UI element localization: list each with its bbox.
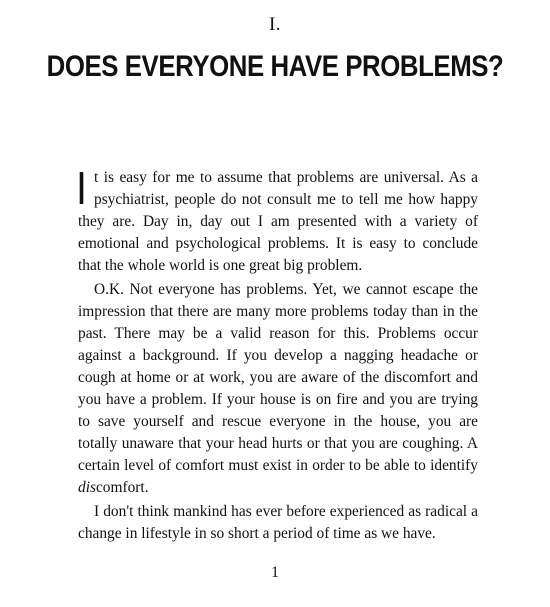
paragraph-3 <box>78 501 478 545</box>
paragraph-2 <box>78 279 478 499</box>
chapter-number: I. <box>268 14 282 35</box>
page-number: 1 <box>271 564 279 581</box>
chapter-body <box>78 162 478 545</box>
paragraph-2-text-start: O.K. Not everyone has problems. Yet, we cannot escape the impression that there are many more problems today than in the past. There may be a valid reason for this. Problems occur against a background. If you develop a nagging headache or cough at home or at work, you are aware of the discomfort and you have a problem. If your house is on fire and you are trying to save yourself and rescue everyone in the house, you are totally unaware that your head hurts or that you are coughing. A certain level of comfort must exist in order to be able to identify <box>78 281 478 474</box>
drop-cap: I <box>78 162 86 214</box>
paragraph-3-text: I don't think mankind has ever before experienced as radical a change in lifestyle in so short a period of time as we have. <box>78 503 478 542</box>
paragraph-1-text: t is easy for me to assume that problems are universal. As a psychiatrist, people do not consult me to tell me how happy they are. Day in, day out I am presented with a variety of emotional and psychological problems. It is easy to conclude that the whole world is one great big problem. <box>78 169 478 274</box>
chapter-title: DOES EVERYONE HAVE PROBLEMS? <box>46 50 504 83</box>
paragraph-2-text-end: comfort. <box>95 479 149 496</box>
paragraph-2-emphasis: dis <box>78 479 96 496</box>
paragraph-1 <box>78 162 478 277</box>
